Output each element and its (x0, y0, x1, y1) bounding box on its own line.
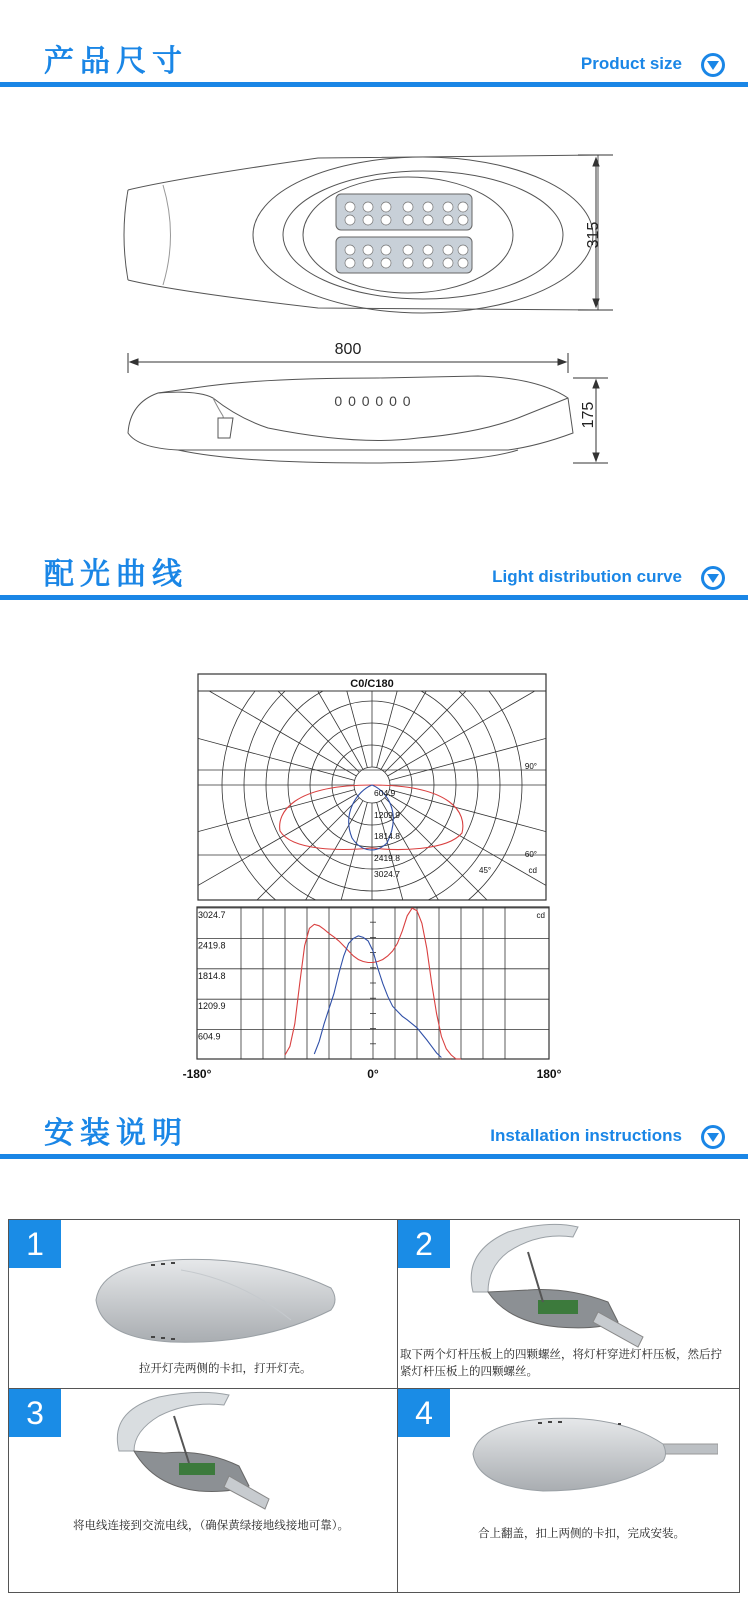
section-header-product-size (0, 40, 748, 86)
chevron-down-icon (700, 1124, 726, 1150)
polar-angle-label: 60° (524, 850, 537, 859)
section-divider (0, 595, 748, 600)
section-divider (0, 1154, 748, 1159)
section-title-cn: 配光曲线 (44, 557, 188, 592)
polar-chart-title: C0/C180 (350, 678, 394, 690)
step-number: 2 (398, 1220, 450, 1268)
y-tick-label: 1814.8 (198, 970, 226, 981)
step-number: 3 (9, 1389, 61, 1437)
line-chart (180, 906, 570, 1084)
step-number: 4 (398, 1389, 450, 1437)
section-header-installation (0, 1112, 748, 1158)
lamp-closed-illustration (91, 1250, 341, 1350)
installation-step-4 (398, 1389, 739, 1592)
chevron-down-icon (700, 565, 726, 591)
polar-unit-label: cd (528, 866, 537, 875)
section-header-light-curve (0, 553, 748, 599)
step-caption: 合上翻盖，扣上两侧的卡扣，完成安装。 (478, 1526, 685, 1540)
polar-angle-label: 45° (479, 866, 492, 875)
step-number: 1 (9, 1220, 61, 1268)
y-tick-label: 1209.9 (198, 1001, 226, 1012)
polar-chart (197, 673, 547, 903)
y-tick-label: 3024.7 (198, 910, 226, 920)
section-divider (0, 82, 748, 87)
installation-step-1 (9, 1220, 397, 1388)
installation-step-3 (9, 1389, 397, 1592)
polar-angle-label: 90° (524, 762, 537, 771)
dimension-width-label: 315 (585, 221, 602, 249)
chevron-down-icon (700, 52, 726, 78)
section-title-cn: 产品尺寸 (44, 44, 188, 79)
unit-label: cd (536, 911, 545, 920)
top-view-drawing (118, 150, 618, 325)
dimension-height-label: 175 (580, 401, 597, 429)
polar-radial-label: 1209.9 (374, 810, 400, 820)
lamp-open-pole-illustration (468, 1222, 668, 1352)
installation-step-2 (398, 1220, 739, 1388)
x-tick-label: 0° (367, 1067, 379, 1081)
lamp-installed-illustration (468, 1409, 718, 1499)
polar-radial-label: 2419.8 (374, 853, 400, 863)
section-title-cn: 安装说明 (44, 1116, 188, 1151)
polar-radial-label: 604.9 (374, 788, 396, 798)
section-title-en: Product size (580, 54, 682, 73)
step-caption: 取下两个灯杆压板上的四颗螺丝，将灯杆穿进灯杆压板，然后拧紧灯杆压板上的四颗螺丝。 (400, 1347, 722, 1378)
vent-holes: 0 0 0 0 0 0 (334, 393, 412, 409)
side-view-drawing (118, 338, 618, 483)
y-tick-label: 604.9 (198, 1031, 221, 1042)
polar-radial-label: 1814.8 (374, 831, 400, 841)
section-title-en: Light distribution curve (492, 567, 682, 586)
step-caption: 拉开灯壳两侧的卡扣，打开灯壳。 (139, 1361, 312, 1375)
step-caption: 将电线连接到交流电线，（确保黄绿接地线接地可靠）。 (73, 1518, 349, 1532)
polar-radial-label: 3024.7 (374, 869, 400, 879)
section-title-en: Installation instructions (490, 1126, 682, 1145)
y-tick-label: 2419.8 (198, 940, 226, 951)
x-tick-label: -180° (182, 1067, 212, 1081)
lamp-wiring-illustration (109, 1391, 289, 1516)
dimension-length-label: 800 (334, 341, 362, 358)
x-tick-label: 180° (536, 1067, 562, 1081)
